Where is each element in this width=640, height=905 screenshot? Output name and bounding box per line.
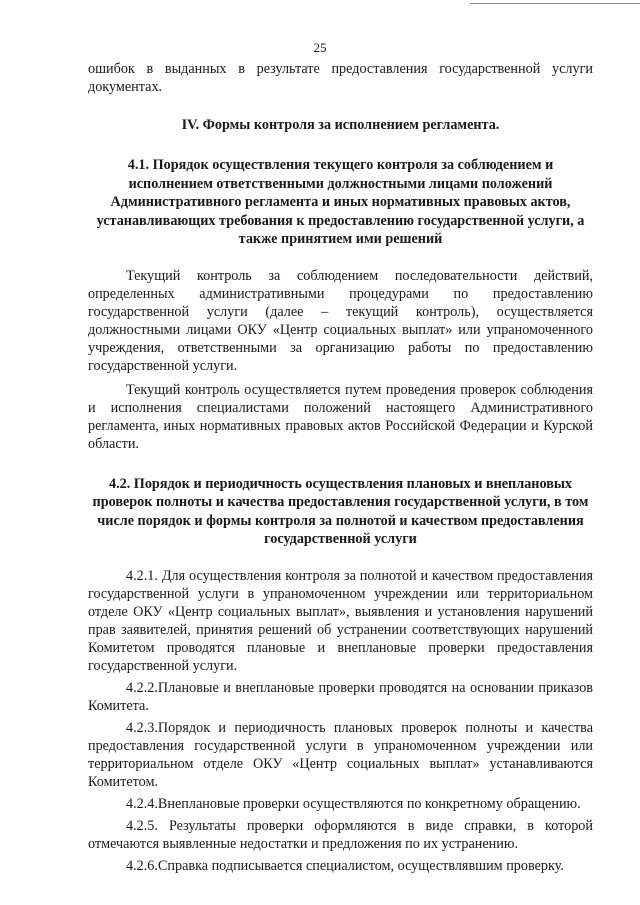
paragraph-4-2-5: 4.2.5. Результаты проверки оформляются в виде справки, в которой отмечаются выявленные недостатки и предложения по их устранению. <box>88 817 593 852</box>
subsection-4-2-heading: 4.2. Порядок и периодичность осуществления плановых и внеплановых проверок полноты и качества предоставления государственной услуги, в том числе порядок и формы контроля за полнотой и качеством предоставления государственной услуги <box>92 475 589 547</box>
paragraph-4-2-6: 4.2.6.Справка подписывается специалистом, осуществлявшим проверку. <box>126 857 564 874</box>
page-number: 25 <box>313 40 327 55</box>
paragraph: Текущий контроль осуществляется путем проведения проверок соблюдения и исполнения специалистами положений настоящего Административного регламента, иных нормативных правовых актов Российской Федерации и Курской области. <box>88 381 593 452</box>
paragraph-4-2-3: 4.2.3.Порядок и периодичность плановых проверок полноты и качества предоставления государственной услуги в упраномоченном учреждении или территориальном отделе ОКУ «Центр социальных выплат» устанавливаются Комитетом. <box>88 719 593 790</box>
section-heading: IV. Формы контроля за исполнением регламента. <box>181 117 500 133</box>
paragraph-4-2-4: 4.2.4.Внеплановые проверки осуществляются по конкретному обращению. <box>126 795 581 812</box>
continuation-paragraph: ошибок в выданных в результате предоставления государственной услуги документах. <box>88 61 593 95</box>
paragraph: Текущий контроль за соблюдением последовательности действий, определенных административными процедурами по предоставлению государственной услуги (далее – текущий контроль), осуществляется должностными лицами ОКУ «Центр социальных выплат» или упраномоченного учреждения, ответственными за организацию работы по предоставлению государственной услуги. <box>88 267 593 374</box>
subsection-4-1-heading: 4.1. Порядок осуществления текущего контроля за соблюдением и исполнением ответственными должностными лицами положений Административного регламента и иных нормативных правовых актов, устанавливающих требования к предоставлению государственной услуги, а также принятием ими решений <box>96 157 585 247</box>
top-rule <box>470 3 640 4</box>
paragraph-4-2-1: 4.2.1. Для осуществления контроля за полнотой и качеством предоставления государственной услуги в упраномоченном учреждении или территориальном отделе ОКУ «Центр социальных выплат», выявления и установления нарушений прав заявителей, принятия решений об устранении соответствующих нарушений Комитетом проводятся плановые и внеплановые проверки предоставления государственной услуги. <box>88 567 593 674</box>
paragraph-4-2-2: 4.2.2.Плановые и внеплановые проверки проводятся на основании приказов Комитета. <box>88 679 593 714</box>
document-body <box>88 60 593 875</box>
